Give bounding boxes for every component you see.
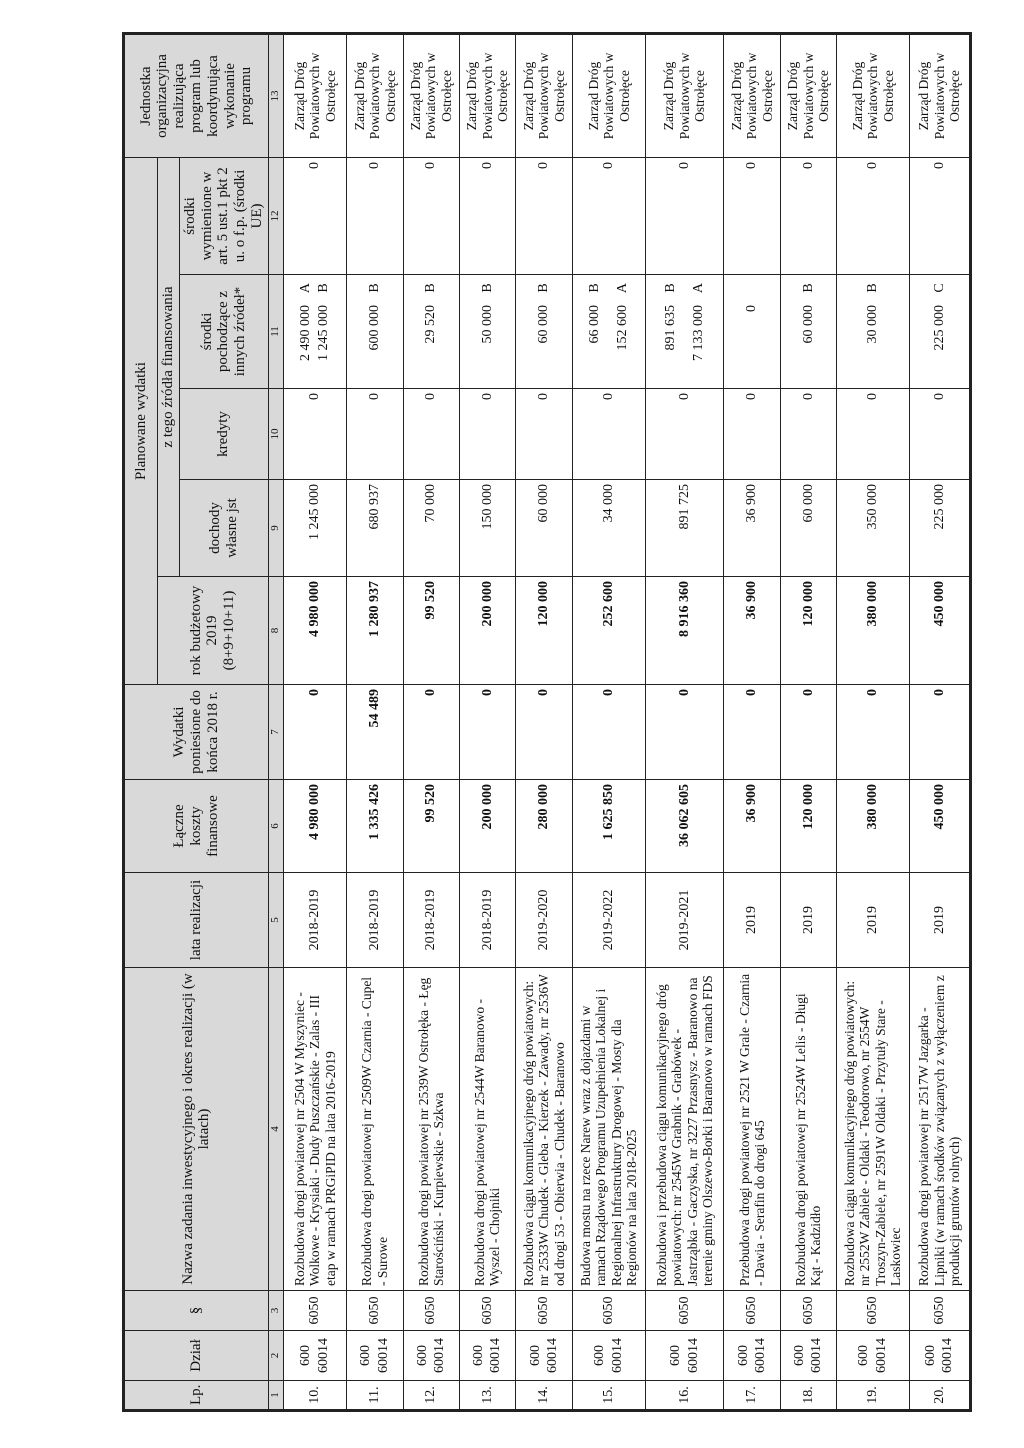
- table-row: [724, 33, 780, 1410]
- col-num: 9: [268, 480, 283, 577]
- laczne-cell: 36 062 605: [645, 780, 724, 873]
- col-num: 2: [268, 1331, 283, 1381]
- lp-cell: 16.: [645, 1381, 724, 1411]
- dzial-value: 600: [414, 1345, 430, 1366]
- dzial-value: 600: [922, 1345, 938, 1366]
- srodki-inne-cell: [347, 275, 403, 389]
- kredyty-cell: 0: [347, 389, 403, 480]
- header-lp: Lp.: [124, 1381, 269, 1411]
- kredyty-cell: 0: [516, 389, 573, 480]
- kredyty-cell: 0: [645, 389, 724, 480]
- funding-source-letter: B: [800, 283, 816, 293]
- funding-line: [536, 279, 552, 384]
- rozdzial-value: 60014: [685, 1338, 701, 1373]
- paragraph-cell: 6050: [780, 1291, 836, 1331]
- rozdzial-value: 60014: [488, 1338, 504, 1373]
- lata-cell: 2018-2019: [283, 873, 346, 968]
- table-body: [283, 33, 970, 1410]
- dzial-cell: [459, 1331, 515, 1381]
- dochody-cell: 891 725: [645, 480, 724, 577]
- dzial-value: 600: [735, 1345, 751, 1366]
- funding-source-letter: B: [423, 283, 439, 293]
- funding-line: [298, 279, 314, 384]
- dochody-cell: 70 000: [403, 480, 459, 577]
- rozdzial-value: 60014: [940, 1338, 956, 1373]
- srodki-inne-cell: [459, 275, 515, 389]
- header-laczne: Łączne koszty finansowe: [124, 780, 269, 873]
- lp-cell: 18.: [780, 1381, 836, 1411]
- funding-amount: 152 600: [614, 305, 630, 351]
- laczne-cell: 200 000: [459, 780, 515, 873]
- rok-cell: 120 000: [516, 577, 573, 685]
- rozdzial-value: 60014: [315, 1338, 331, 1373]
- table-row: [645, 33, 724, 1410]
- lata-cell: 2019: [837, 873, 910, 968]
- task-name-cell: Rozbudowa drogi powiatowej nr 2517W Jazgarka - Lipniki (w ramach środków związanych z wyłączeniem z produkcji gruntów rolnych): [909, 968, 970, 1291]
- rok-cell: 36 900: [724, 577, 780, 685]
- srodki-inne-cell: [516, 275, 573, 389]
- jednostka-cell: Zarząd Dróg Powiatowych w Ostrołęce: [403, 33, 459, 157]
- dzial-cell: [572, 1331, 645, 1381]
- funding-line: [615, 279, 631, 384]
- paragraph-cell: 6050: [909, 1291, 970, 1331]
- rozdzial-value: 60014: [545, 1338, 561, 1373]
- paragraph-cell: 6050: [283, 1291, 346, 1331]
- funding-source-letter: A: [298, 282, 314, 294]
- task-name-cell: Rozbudowa drogi powiatowej nr 2524W Lelis - Długi Kąt - Kadzidło: [780, 968, 836, 1291]
- task-name-cell: Rozbudowa ciągu komunikacyjnego dróg powiatowych: nr 2533W Chudek - Gleba - Kierzek - Zawady, nr 2536W od drogi 53 - Obierwia - Chudek - Baranowo: [516, 968, 573, 1291]
- wydatki-cell: 0: [724, 685, 780, 780]
- rozdzial-value: 60014: [753, 1338, 768, 1373]
- dzial-value: 600: [358, 1345, 374, 1366]
- funding-amount: 2 490 000: [298, 305, 314, 361]
- funding-amount: 225 000: [931, 305, 947, 351]
- lata-cell: 2019-2021: [645, 873, 724, 968]
- header-wydatki: Wydatki poniesione do końca 2018 r.: [124, 685, 269, 780]
- col-num: 11: [268, 275, 283, 389]
- kredyty-cell: 0: [459, 389, 515, 480]
- srodki-ue-cell: 0: [780, 157, 836, 274]
- srodki-ue-cell: 0: [645, 157, 724, 274]
- rozdzial-value: 60014: [873, 1338, 889, 1373]
- dzial-cell: [516, 1331, 573, 1381]
- dzial-cell: [724, 1331, 780, 1381]
- dochody-cell: 60 000: [780, 480, 836, 577]
- dzial-cell: [347, 1331, 403, 1381]
- rozdzial-value: 60014: [809, 1338, 825, 1373]
- jednostka-cell: Zarząd Dróg Powiatowych w Ostrołęce: [909, 33, 970, 157]
- paragraph-cell: 6050: [572, 1291, 645, 1331]
- lata-cell: 2019-2020: [516, 873, 573, 968]
- srodki-ue-cell: 0: [572, 157, 645, 274]
- header-planowane: Planowane wydatki: [124, 157, 158, 684]
- column-numbers-row: [268, 33, 283, 1410]
- jednostka-cell: Zarząd Dróg Powiatowych w Ostrołęce: [724, 33, 780, 157]
- paragraph-cell: 6050: [403, 1291, 459, 1331]
- dzial-cell: [403, 1331, 459, 1381]
- funding-amount: 60 000: [536, 305, 552, 344]
- lata-cell: 2018-2019: [347, 873, 403, 968]
- lp-cell: 15.: [572, 1381, 645, 1411]
- header-rok: rok budżetowy 2019 (8+9+10+11): [158, 577, 269, 685]
- funding-line: [367, 279, 383, 384]
- header-nazwa: Nazwa zadania inwestycyjnego i okres realizacji (w latach): [124, 968, 269, 1291]
- paragraph-cell: 6050: [459, 1291, 515, 1331]
- dochody-cell: 225 000: [909, 480, 970, 577]
- dochody-cell: 680 937: [347, 480, 403, 577]
- paragraph-cell: 6050: [724, 1291, 780, 1331]
- lp-cell: 19.: [837, 1381, 910, 1411]
- dzial-value: 600: [668, 1345, 683, 1366]
- srodki-inne-cell: [645, 275, 724, 389]
- header-paragraph: §: [124, 1291, 269, 1331]
- kredyty-cell: 0: [403, 389, 459, 480]
- srodki-ue-cell: 0: [724, 157, 780, 274]
- laczne-cell: 1 625 850: [572, 780, 645, 873]
- srodki-ue-cell: 0: [516, 157, 573, 274]
- dzial-value: 600: [470, 1345, 486, 1366]
- funding-source-letter: A: [614, 282, 630, 294]
- funding-source-letter: B: [315, 283, 331, 293]
- kredyty-cell: 0: [837, 389, 910, 480]
- paragraph-cell: 6050: [645, 1291, 724, 1331]
- wydatki-cell: 0: [403, 685, 459, 780]
- dochody-cell: 36 900: [724, 480, 780, 577]
- wydatki-cell: 0: [516, 685, 573, 780]
- task-name-cell: Rozbudowa drogi powiatowej nr 2544W Baranowo - Wyszel - Chojniki: [459, 968, 515, 1291]
- funding-amount: 60 000: [800, 305, 816, 344]
- kredyty-cell: 0: [572, 389, 645, 480]
- table-header: [124, 33, 284, 1410]
- funding-line: [691, 279, 707, 384]
- paragraph-cell: 6050: [837, 1291, 910, 1331]
- funding-source-letter: B: [479, 283, 495, 293]
- lata-cell: 2019-2022: [572, 873, 645, 968]
- task-name-cell: Rozbudowa i przebudowa ciągu komunikacyjnego dróg powiatowych: nr 2545W Grabnik - Grabówek - Jastrząbka - Gaczyska, nr 3227 Przasnysz - Baranowo na terenie gminy Olszewo-Borki i Baranowo w ramach FDS: [645, 968, 724, 1291]
- srodki-inne-cell: [837, 275, 910, 389]
- funding-amount: 600 000: [367, 305, 382, 351]
- dzial-value: 600: [527, 1345, 543, 1366]
- col-num: 3: [268, 1291, 283, 1331]
- funding-amount: 29 520: [423, 305, 439, 344]
- table-row: [459, 33, 515, 1410]
- header-jednostka: Jednostka organizacyjna realizująca program lub koordynująca wykonanie programu: [124, 33, 269, 157]
- lata-cell: 2018-2019: [403, 873, 459, 968]
- col-num: 5: [268, 873, 283, 968]
- dzial-value: 600: [791, 1345, 807, 1366]
- lp-cell: 14.: [516, 1381, 573, 1411]
- lp-cell: 13.: [459, 1381, 515, 1411]
- wydatki-cell: 0: [909, 685, 970, 780]
- lp-cell: 10.: [283, 1381, 346, 1411]
- col-num: 12: [268, 157, 283, 274]
- laczne-cell: 380 000: [837, 780, 910, 873]
- funding-line: [480, 279, 496, 384]
- table-row: [837, 33, 910, 1410]
- funding-line: [932, 279, 948, 384]
- srodki-ue-cell: 0: [347, 157, 403, 274]
- table-row: [909, 33, 970, 1410]
- funding-source-letter: B: [662, 283, 678, 293]
- funding-line: [744, 279, 760, 384]
- header-lata: lata realizacji: [124, 873, 269, 968]
- lp-cell: 11.: [347, 1381, 403, 1411]
- funding-source-letter: B: [367, 283, 382, 293]
- lp-cell: 12.: [403, 1381, 459, 1411]
- funding-line: [587, 279, 603, 384]
- funding-line: [865, 279, 881, 384]
- srodki-inne-cell: [724, 275, 780, 389]
- srodki-inne-cell: [572, 275, 645, 389]
- col-num: 1: [268, 1381, 283, 1411]
- wydatki-cell: 54 489: [347, 685, 403, 780]
- task-name-cell: Rozbudowa ciągu komunikacyjnego dróg powiatowych: nr 2552W Zabiele - Oldaki - Teodorowo, nr 2554W Troszyn-Zabiele, nr 2591W Oldaki - Przytuły Stare - Laskowiec: [837, 968, 910, 1291]
- col-num: 10: [268, 389, 283, 480]
- dochody-cell: 350 000: [837, 480, 910, 577]
- wydatki-cell: 0: [780, 685, 836, 780]
- srodki-inne-cell: [283, 275, 346, 389]
- rotated-page: [122, 35, 972, 1412]
- laczne-cell: 36 900: [724, 780, 780, 873]
- funding-amount: 891 635: [662, 305, 678, 351]
- rok-cell: 1 280 937: [347, 577, 403, 685]
- dzial-value: 600: [856, 1345, 872, 1366]
- dzial-cell: [837, 1331, 910, 1381]
- header-srodki-ue: środki wymienione w art. 5 ust.1 pkt 2 u. o f.p. (środki UE): [179, 157, 268, 274]
- rok-cell: 8 916 360: [645, 577, 724, 685]
- rok-cell: 99 520: [403, 577, 459, 685]
- rok-cell: 4 980 000: [283, 577, 346, 685]
- header-kredyty: kredyty: [179, 389, 268, 480]
- table-row: [347, 33, 403, 1410]
- jednostka-cell: Zarząd Dróg Powiatowych w Ostrołęce: [283, 33, 346, 157]
- rok-cell: 252 600: [572, 577, 645, 685]
- investment-table: [122, 32, 972, 1412]
- srodki-ue-cell: 0: [459, 157, 515, 274]
- jednostka-cell: Zarząd Dróg Powiatowych w Ostrołęce: [837, 33, 910, 157]
- kredyty-cell: 0: [724, 389, 780, 480]
- funding-line: [316, 279, 332, 384]
- laczne-cell: 4 980 000: [283, 780, 346, 873]
- jednostka-cell: Zarząd Dróg Powiatowych w Ostrołęce: [572, 33, 645, 157]
- funding-line: [423, 279, 439, 384]
- kredyty-cell: 0: [283, 389, 346, 480]
- table-row: [572, 33, 645, 1410]
- funding-line: [663, 279, 679, 384]
- laczne-cell: 99 520: [403, 780, 459, 873]
- funding-source-letter: B: [587, 283, 603, 293]
- wydatki-cell: 0: [572, 685, 645, 780]
- col-num: 4: [268, 968, 283, 1291]
- task-name-cell: Przebudowa drogi powiatowej nr 2521 W Grale - Czarnia - Dawia - Serafin do drogi 645: [724, 968, 780, 1291]
- wydatki-cell: 0: [283, 685, 346, 780]
- funding-line: [801, 279, 817, 384]
- srodki-inne-cell: [403, 275, 459, 389]
- dochody-cell: 1 245 000: [283, 480, 346, 577]
- funding-amount: 7 133 000: [690, 305, 706, 361]
- paragraph-cell: 6050: [516, 1291, 573, 1331]
- dzial-cell: [645, 1331, 724, 1381]
- header-z-tego: z tego źródła finansowania: [158, 157, 180, 576]
- jednostka-cell: Zarząd Dróg Powiatowych w Ostrołęce: [645, 33, 724, 157]
- srodki-inne-cell: [909, 275, 970, 389]
- dzial-cell: [283, 1331, 346, 1381]
- col-num: 8: [268, 577, 283, 685]
- lata-cell: 2018-2019: [459, 873, 515, 968]
- dzial-cell: [909, 1331, 970, 1381]
- dzial-cell: [780, 1331, 836, 1381]
- table-row: [516, 33, 573, 1410]
- col-num: 13: [268, 33, 283, 157]
- dzial-value: 600: [298, 1345, 314, 1366]
- srodki-ue-cell: 0: [909, 157, 970, 274]
- kredyty-cell: 0: [909, 389, 970, 480]
- funding-source-letter: C: [931, 283, 947, 293]
- task-name-cell: Budowa mostu na rzece Narew wraz z dojazdami w ramach Rządowego Programu Uzupełnienia Lokalnej i Regionalnej Infrastruktury Drogowej - Mosty dla Regionów na lata 2018-2025: [572, 968, 645, 1291]
- rozdzial-value: 60014: [432, 1338, 448, 1373]
- dochody-cell: 60 000: [516, 480, 573, 577]
- laczne-cell: 1 335 426: [347, 780, 403, 873]
- table-row: [283, 33, 346, 1410]
- dochody-cell: 150 000: [459, 480, 515, 577]
- wydatki-cell: 0: [459, 685, 515, 780]
- col-num: 6: [268, 780, 283, 873]
- jednostka-cell: Zarząd Dróg Powiatowych w Ostrołęce: [780, 33, 836, 157]
- col-num: 7: [268, 685, 283, 780]
- srodki-ue-cell: 0: [403, 157, 459, 274]
- laczne-cell: 450 000: [909, 780, 970, 873]
- funding-amount: 50 000: [479, 305, 495, 344]
- lp-cell: 20.: [909, 1381, 970, 1411]
- srodki-ue-cell: 0: [837, 157, 910, 274]
- wydatki-cell: 0: [837, 685, 910, 780]
- srodki-ue-cell: 0: [283, 157, 346, 274]
- rok-cell: 380 000: [837, 577, 910, 685]
- funding-amount: 0: [744, 305, 760, 312]
- kredyty-cell: 0: [780, 389, 836, 480]
- funding-amount: 30 000: [865, 305, 880, 344]
- table-row: [403, 33, 459, 1410]
- dzial-value: 600: [592, 1345, 608, 1366]
- paragraph-cell: 6050: [347, 1291, 403, 1331]
- task-name-cell: Rozbudowa drogi powiatowej nr 2509W Czarnia - Cupel - Surowe: [347, 968, 403, 1291]
- rozdzial-value: 60014: [375, 1338, 391, 1373]
- funding-amount: 66 000: [587, 305, 603, 344]
- rok-cell: 120 000: [780, 577, 836, 685]
- header-srodki-inne: środki pochodzące z innych źródeł*: [179, 275, 268, 389]
- funding-amount: 1 245 000: [315, 305, 331, 361]
- table-row: [780, 33, 836, 1410]
- funding-source-letter: A: [690, 282, 706, 294]
- wydatki-cell: 0: [645, 685, 724, 780]
- rozdzial-value: 60014: [609, 1338, 625, 1373]
- lata-cell: 2019: [724, 873, 780, 968]
- jednostka-cell: Zarząd Dróg Powiatowych w Ostrołęce: [516, 33, 573, 157]
- lp-cell: 17.: [724, 1381, 780, 1411]
- header-dochody: dochody własne jst: [179, 480, 268, 577]
- dochody-cell: 34 000: [572, 480, 645, 577]
- header-dzial: Dział: [124, 1331, 269, 1381]
- lata-cell: 2019: [909, 873, 970, 968]
- task-name-cell: Rozbudowa drogi powiatowej nr 2504 W Myszyniec - Wolkowe - Krysiaki - Dudy Puszczańskie - Zalas - III etap w ramach PRGiPID na lata 2016-2019: [283, 968, 346, 1291]
- srodki-inne-cell: [780, 275, 836, 389]
- jednostka-cell: Zarząd Dróg Powiatowych w Ostrołęce: [459, 33, 515, 157]
- rok-cell: 450 000: [909, 577, 970, 685]
- jednostka-cell: Zarząd Dróg Powiatowych w Ostrołęce: [347, 33, 403, 157]
- rok-cell: 200 000: [459, 577, 515, 685]
- funding-source-letter: B: [865, 283, 880, 293]
- lata-cell: 2019: [780, 873, 836, 968]
- laczne-cell: 120 000: [780, 780, 836, 873]
- task-name-cell: Rozbudowa drogi powiatowej nr 2539W Ostrołęka - Łęg Starościński - Kurpiewskie - Szkwa: [403, 968, 459, 1291]
- laczne-cell: 280 000: [516, 780, 573, 873]
- funding-source-letter: B: [536, 283, 552, 293]
